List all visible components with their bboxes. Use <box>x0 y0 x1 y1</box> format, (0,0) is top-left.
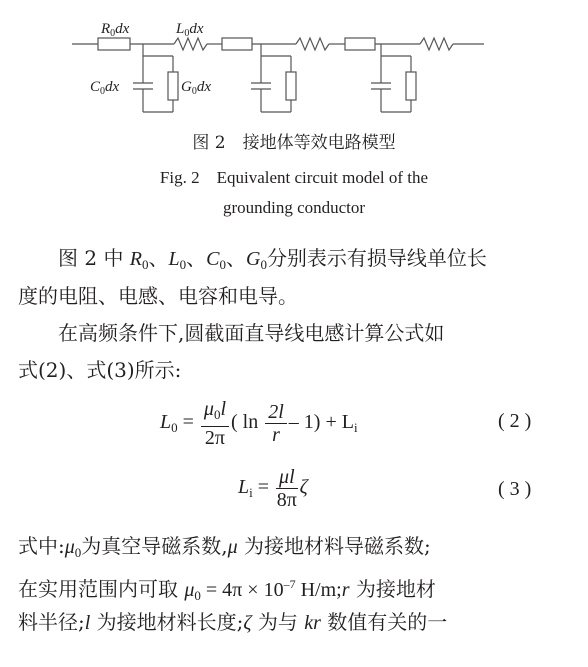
figure-caption-en-line1: Fig. 2 Equivalent circuit model of the <box>159 168 429 187</box>
inductor-2 <box>296 38 329 50</box>
label-c0: $C_0dx$ <box>90 79 120 97</box>
conductance-3 <box>406 72 416 100</box>
equation-2-number: ( 2 ) <box>498 410 532 432</box>
conductance-2 <box>286 72 296 100</box>
inductor-3 <box>420 38 453 50</box>
label-r0: $R_0dx$ <box>101 21 130 39</box>
resistor-r0 <box>98 38 130 50</box>
paragraph-2-line1: 在高频条件下,圆截面直导线电感计算公式如 <box>58 321 445 345</box>
label-l0: $L_0dx$ <box>176 21 204 39</box>
paragraph-1-line1: 图 2 中 $R_0$、$L_0$、$C_0$、$G_0$分别表示有损导线单位长 <box>58 246 487 272</box>
resistor-2 <box>222 38 252 50</box>
paragraph-3-line1: 式中$:\mu_0$为真空导磁系数,μ 为接地材料导磁系数; <box>18 534 431 560</box>
paragraph-2-line2: 式(2)、式(3)所示: <box>18 358 182 382</box>
figure-caption-cn: 图 2 接地体等效电路模型 <box>192 133 396 153</box>
paragraph-3-line2: 在实用范围内可取 $\mu_0 = 4\pi \times 10^{-7}$ H/m;r 为接地材 <box>18 577 436 603</box>
paragraph-3-line3: 料半径;l 为接地材料长度;ζ 为与 kr 数值有关的一 <box>18 610 448 634</box>
equation-2: $L_0$ = $\frac{\mu_0l}{2\pi}$ ( ln $\frac{2l}{r}$ – $1) + L_i$ <box>160 398 358 449</box>
conductance-g0 <box>168 72 178 100</box>
equivalent-circuit-diagram <box>0 0 588 125</box>
paragraph-1-line2: 度的电阻、电感、电容和电导。 <box>18 284 298 308</box>
resistor-3 <box>345 38 375 50</box>
equation-3: $L_i$ = $\frac{\mu l}{8\pi}$ ζ <box>238 466 308 511</box>
inductor-l0 <box>174 38 207 50</box>
label-g0: $G_0dx$ <box>181 79 212 97</box>
equation-3-number: ( 3 ) <box>498 478 532 500</box>
figure-caption-en-line2: grounding conductor <box>222 198 366 217</box>
